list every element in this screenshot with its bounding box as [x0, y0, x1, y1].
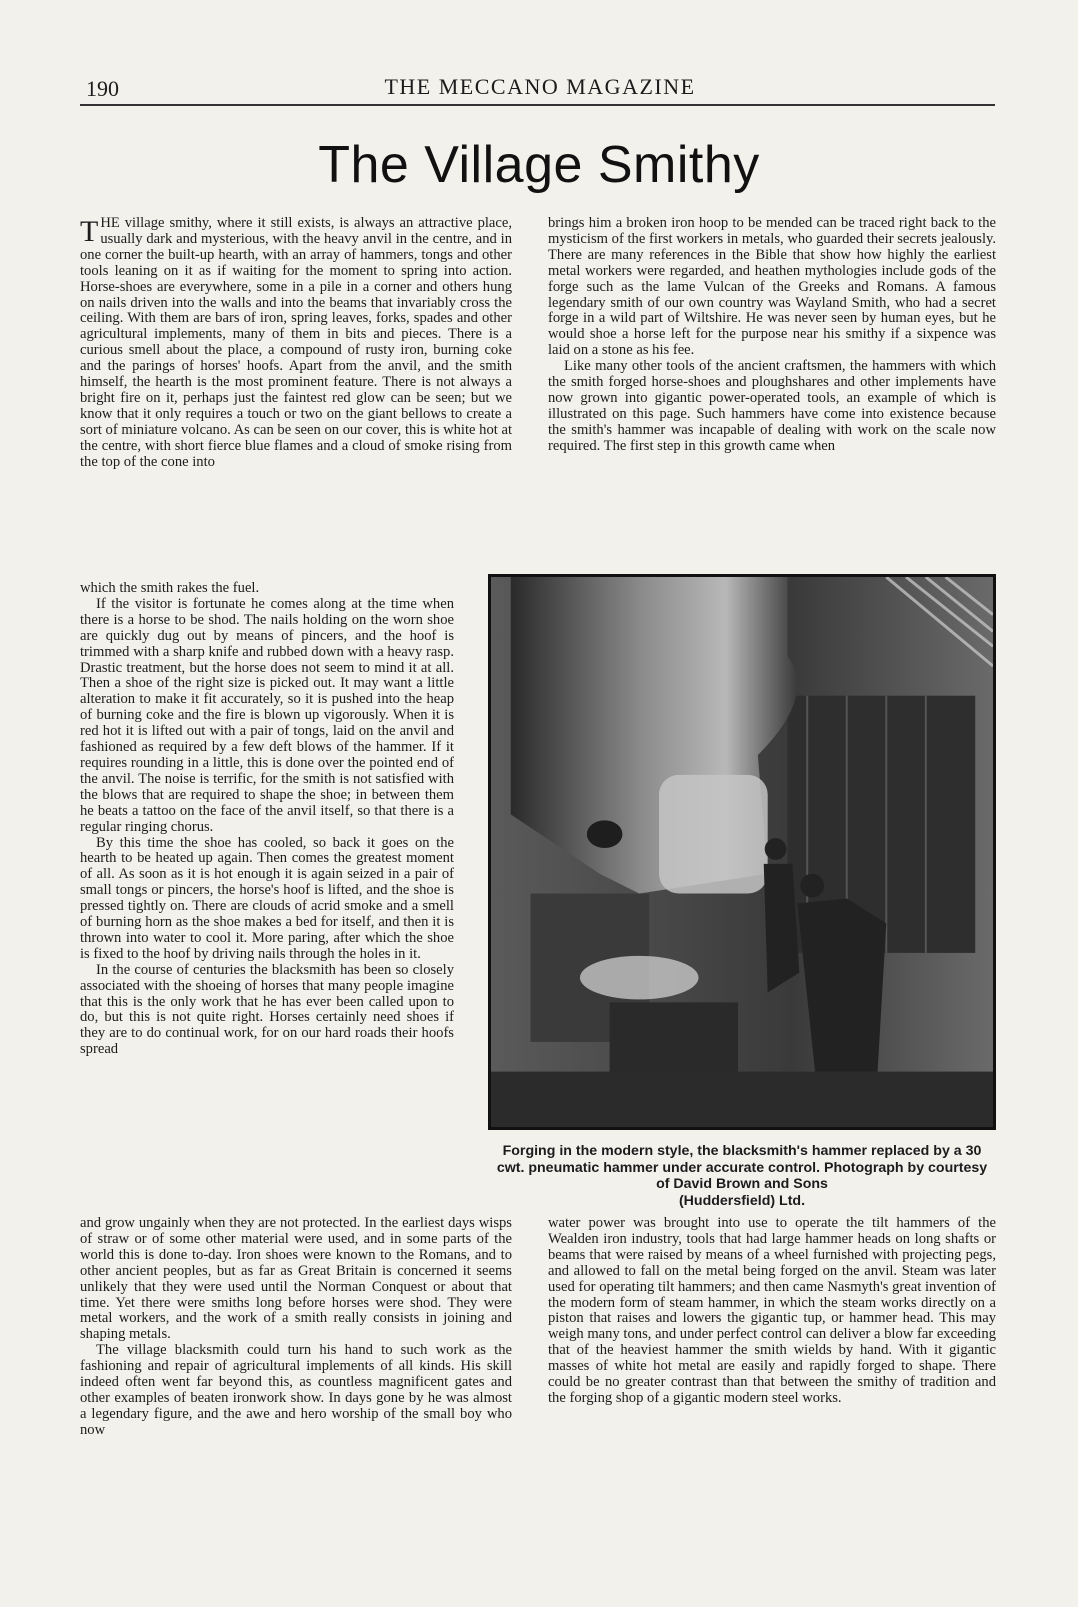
paragraph: The village blacksmith could turn his hand to such work as the fashioning and repair of agricultural implements of all kinds. His skill indeed often went far beyond this, as countless magnificent gates and other examples of beaten ironwork show. In days gone by he was almost a legendary figure, and the awe and hero worship of the small boy who now: [80, 1342, 512, 1438]
page-number: 190: [86, 76, 119, 101]
forging-hammer-photo: [488, 574, 996, 1130]
header-rule: [80, 104, 995, 106]
paragraph: In the course of centuries the blacksmith has been so closely associated with the shoeing of horses that many people imagine that this is the only work that he has ever been called upon to do, but this is not quite right. Horses certainly need shoes if they are to do continual work, for on our hard roads their hoofs spread: [80, 961, 454, 1058]
paragraph: brings him a broken iron hoop to be mended can be traced right back to the mysticism of the first workers in metals, who guarded their secrets jealously. There are many references in the Bible that show how highly the earliest metal workers were regarded, and heathen mythologies include gods of the forge such as the lame Vulcan of the Greeks and Romans. A famous legendary smith of our own country was Wayland Smith, who had a secret forge in a wild part of Wiltshire. He was never seen by human eyes, but he would shoe a horse left for the purpose near his smithy if a sixpence was laid on a stone as his fee.: [548, 215, 996, 359]
paragraph: Like many other tools of the ancient craftsmen, the hammers with which the smith forged horse-shoes and ploughshares and other implements have now grown into gigantic power-operated tools, an example of which is illustrated on this page. Such hammers have come into existence because the smith's hammer was incapable of dealing with work on the scale now required. The first step in this growth came when: [548, 358, 996, 454]
paragraph: By this time the shoe has cooled, so back it goes on the hearth to be heated up again. Then comes the greatest moment of all. As soon as it is hot enough it is again seized in a pair of small tongs or pincers, the horse's hoof is lifted, and the shoe is pressed tightly on. There are clouds of acrid smoke and a smell of burning horn as the shoe makes a bed for itself, and then it is thrown into water to cool it. More paring, after which the shoe is fixed to the hoof by driving nails through the holes in it.: [80, 834, 454, 962]
paragraph-text: HE village smithy, where it still exists, is always an attractive place, usually dark and mysterious, with the heavy anvil in the centre, and in one corner the built-up hearth, with an array of hammers, tongs and other tools leaning on it as if waiting for the moment to spring into action. Horse-shoes are everywhere, some in a pile in a corner and others hung on nails driven into the walls and into the beams that invariably cross the ceiling. With them are bars of iron, spring leaves, forks, spades and other agricultural implements, many of them in bits and pieces. There is a curious smell about the place, a compound of rusty iron, burning coke and the parings of horses' hoofs. Apart from the anvil, and the smith himself, the hearth is the most prominent feature. There is not always a bright fire on it, perhaps just the faintest red glow can be seen; but we know that it only requires a touch or two on the giant bellows to create a sort of miniature volcano. As can be seen on our cover, this is white hot at the centre, with short fierce blue flames and a cloud of smoke rising from the top of the cone into: [80, 215, 512, 470]
paragraph: which the smith rakes the fuel.: [80, 580, 260, 596]
left-column-top: [80, 216, 512, 471]
paragraph: water power was brought into use to operate the tilt hammers of the Wealden iron industry, tools that had large hammer heads on long shafts or beams that were raised by means of a wheel furnished with projecting pegs, and allowed to fall on the metal being forged on the anvil. Steam was later used for operating tilt hammers; and then came Nasmyth's great invention of the modern form of steam hammer, in which the steam works directly on a piston that raises and lowers the gigantic tup, or hammer head. This may weigh many tons, and under perfect control can deliver a blow far exceeding that of the heaviest hammer the smith wields by hand. With it gigantic masses of white hot metal are easily and rapidly forged to shape. There could be no greater contrast than that between the smithy of tradition and the forging shop of a gigantic modern steel works.: [548, 1215, 996, 1406]
page-header: [80, 70, 1000, 104]
caption-text: Forging in the modern style, the blacksmith's hammer replaced by a 30 cwt. pneumatic hammer under accurate control. Photograph by courtesy of David Brown and Sons: [496, 1143, 988, 1192]
left-column-middle: [80, 581, 454, 1058]
magazine-title: THE MECCANO MAGAZINE: [384, 74, 696, 99]
paragraph: If the visitor is fortunate he comes along at the time when there is a horse to be shod. The nails holding on the worn shoe are quickly dug out by means of pincers, and the hoof is trimmed with a sharp knife and rubbed down with a heavy rasp. Drastic treatment, but the horse does not seem to mind it at all. Then a shoe of the right size is picked out. It may want a little alteration to make it fit accurately, so it is pushed into the heap of burning coke and the fire is blown up vigorously. When it is red hot it is lifted out with a pair of tongs, laid on the anvil and fashioned as required by a few deft blows of the hammer. If it requires rounding in a little, this is done over the pointed end of the anvil. The noise is terrific, for the smith is not satisfied with the blows that are required to shape the shoe; in between them he beats a tattoo on the face of the anvil itself, so that there is a regular ringing chorus.: [80, 595, 454, 835]
photo-illustration: [491, 577, 993, 1127]
article-title: The Village Smithy: [318, 136, 760, 194]
paragraph: and grow ungainly when they are not protected. In the earliest days wisps of straw or of some other material were used, and in some parts of the world this is done to-day. Iron shoes were known to the Romans, and to other ancient peoples, but as far as Great Britain is concerned it seems unlikely that they were used until the Norman Conquest or about that time. Yet there were smiths long before horses were shod. They were metal workers, and the work of a smith really consists in joining and shaping metals.: [80, 1215, 512, 1343]
right-column-top: [548, 216, 996, 455]
right-column-bottom: [548, 1216, 996, 1407]
caption-credit: (Huddersfield) Ltd.: [678, 1192, 806, 1209]
left-column-bottom: [80, 1216, 512, 1439]
paragraph: [80, 216, 512, 471]
drop-cap: T: [80, 215, 99, 248]
photo-caption: [490, 1143, 994, 1209]
